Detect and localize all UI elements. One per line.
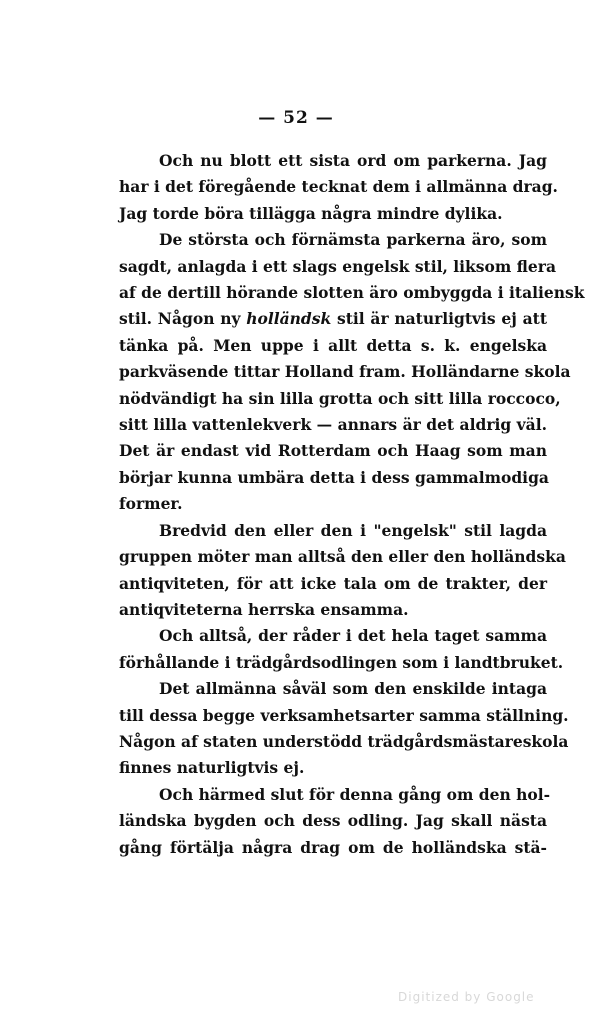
text-line: sagdt, anlagda i ett slags engelsk stil, liksom flera — [119, 256, 556, 276]
text-line: tänka på. Men uppe i allt detta s. k. engelska — [119, 335, 547, 355]
text-line: antiqviteterna herrska ensamma. — [119, 599, 409, 619]
text-line: nödvändigt ha sin lilla grotta och sitt lilla roccoco, — [119, 388, 561, 408]
text-line: förhållande i trädgårdsodlingen som i landtbruket. — [119, 652, 564, 672]
text-line: finnes naturligtvis ej. — [119, 758, 305, 778]
text-line: gruppen möter man alltså den eller den holländska — [119, 547, 566, 567]
paragraph — [119, 518, 566, 624]
body-text — [119, 148, 585, 861]
text-line: Någon af staten understödd trädgårdsmästareskola — [119, 731, 569, 751]
text-line: former. — [119, 494, 183, 514]
text-line: Det är endast vid Rotterdam och Haag som man — [119, 441, 547, 461]
text-line: stil. Någon ny holländsk stil är naturligtvis ej att — [119, 309, 547, 329]
paragraph — [119, 782, 551, 861]
text-line: sitt lilla vattenlekverk — annars är det aldrig väl. — [119, 415, 547, 435]
paragraph — [119, 676, 569, 782]
text-line: Bredvid den eller den i "engelsk" stil lagda — [159, 520, 547, 540]
paragraph — [119, 148, 558, 227]
text-line: till dessa begge verksamhetsarter samma ställning. — [119, 705, 569, 725]
text-line: Jag torde böra tillägga några mindre dylika. — [119, 203, 503, 223]
text-line: Och alltså, der råder i det hela taget samma — [159, 626, 547, 646]
text-line: gång förtälja några drag om de holländska stä- — [119, 837, 547, 857]
paragraph — [119, 623, 564, 676]
text-line: af de dertill hörande slotten äro ombyggda i italiensk — [119, 283, 585, 303]
text-line: Det allmänna såväl som den enskilde intaga — [159, 679, 547, 699]
emphasized-word: holländsk — [246, 309, 332, 329]
text-line: De största och förnämsta parkerna äro, som — [159, 230, 547, 250]
text-line: ländska bygden och dess odling. Jag skall nästa — [119, 811, 547, 831]
text-line: börjar kunna umbära detta i dess gammalmodiga — [119, 467, 549, 487]
page-number: — 52 — — [258, 108, 334, 128]
digitization-watermark: Digitized by Google — [398, 990, 535, 1004]
text-line: antiqviteten, för att icke tala om de trakter, der — [119, 573, 547, 593]
text-line: har i det föregående tecknat dem i allmänna drag. — [119, 177, 558, 197]
text-line: Och nu blott ett sista ord om parkerna. Jag — [159, 151, 547, 170]
paragraph — [119, 227, 585, 517]
text-line: parkväsende tittar Holland fram. Holländarne skola — [119, 362, 571, 382]
text-line: Och härmed slut för denna gång om den hol- — [159, 784, 551, 804]
